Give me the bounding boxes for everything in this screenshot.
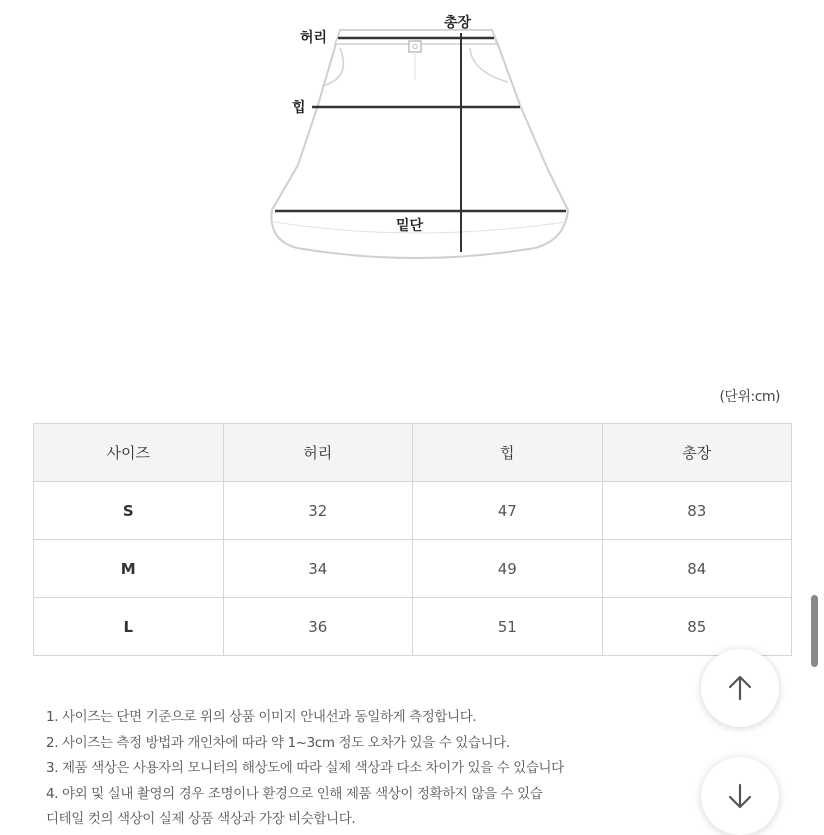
header-size: 사이즈 — [34, 424, 224, 482]
note-item: 1. 사이즈는 단면 기준으로 위의 상품 이미지 안내선과 동일하게 측정합니다. — [46, 709, 477, 725]
cell-total-length: 84 — [602, 540, 792, 598]
scroll-top-button[interactable] — [701, 649, 779, 727]
cell-size: S — [34, 482, 224, 540]
header-total-length: 총장 — [602, 424, 792, 482]
total-length-label: 총장 — [444, 15, 472, 31]
cell-waist: 32 — [223, 482, 413, 540]
waist-button — [409, 41, 421, 52]
header-waist: 허리 — [223, 424, 413, 482]
size-notes — [46, 705, 766, 833]
cell-hip: 49 — [413, 540, 603, 598]
size-table — [33, 423, 792, 656]
table-row — [34, 598, 792, 656]
note-item: 4. 야외 및 실내 촬영의 경우 조명이나 환경으로 인해 제품 색상이 정확하지 않을 수 있습 — [46, 785, 543, 802]
arrow-up-icon — [725, 673, 755, 703]
cell-total-length: 83 — [602, 482, 792, 540]
hem-label: 밑단 — [396, 218, 424, 234]
arrow-down-icon — [725, 781, 755, 811]
note-item: 3. 제품 색상은 사용자의 모니터의 해상도에 따라 실제 색상과 다소 차이가 있을 수 있습니다 — [46, 760, 564, 776]
note-item: 디테일 컷의 색상이 실제 상품 색상과 가장 비슷합니다. — [46, 811, 356, 827]
cell-waist: 34 — [223, 540, 413, 598]
hip-label: 힙 — [292, 100, 306, 116]
scroll-bottom-button[interactable] — [701, 757, 779, 835]
table-row — [34, 540, 792, 598]
waist-label: 허리 — [300, 30, 328, 46]
unit-label: (단위:cm) — [719, 389, 780, 405]
cell-size: M — [34, 540, 224, 598]
cell-size: L — [34, 598, 224, 656]
header-hip: 힙 — [413, 424, 603, 482]
table-row — [34, 482, 792, 540]
cell-total-length: 85 — [602, 598, 792, 656]
scrollbar-thumb[interactable] — [811, 595, 818, 667]
table-header-row — [34, 424, 792, 482]
note-item: 2. 사이즈는 측정 방법과 개인차에 따라 약 1~3cm 정도 오차가 있을 수 있습니다. — [46, 734, 510, 751]
cell-hip: 51 — [413, 598, 603, 656]
cell-hip: 47 — [413, 482, 603, 540]
cell-waist: 36 — [223, 598, 413, 656]
skirt-measurement-diagram — [0, 0, 824, 300]
